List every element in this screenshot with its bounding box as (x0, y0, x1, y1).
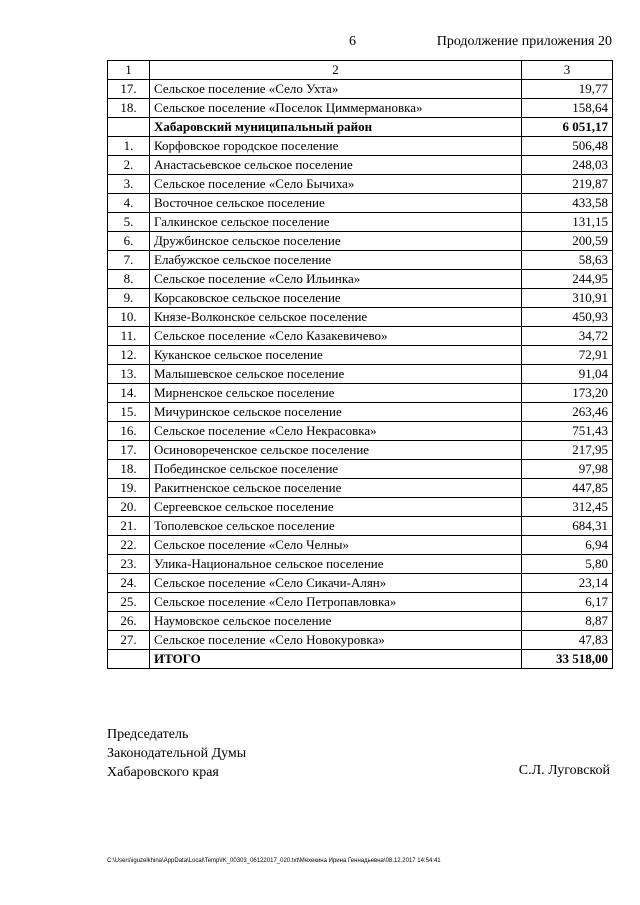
table-row (108, 536, 613, 555)
row-name: Ракитненское сельское поселение (150, 479, 522, 498)
col-header-value: 3 (522, 61, 613, 80)
table-row (108, 384, 613, 403)
continuation-label: Продолжение приложения 20 (436, 34, 612, 49)
row-value: 6 051,17 (522, 118, 613, 137)
row-number: 2. (108, 156, 150, 175)
row-number: 9. (108, 289, 150, 308)
row-number: 24. (108, 574, 150, 593)
page-number: 6 (349, 34, 356, 49)
row-name: Галкинское сельское поселение (150, 213, 522, 232)
row-name: Анастасьевское сельское поселение (150, 156, 522, 175)
row-number: 23. (108, 555, 150, 574)
row-name: Побединское сельское поселение (150, 460, 522, 479)
row-number: 27. (108, 631, 150, 650)
table-row (108, 517, 613, 536)
row-value: 6,17 (522, 593, 613, 612)
row-number: 16. (108, 422, 150, 441)
row-name: Улика-Национальное сельское поселение (150, 555, 522, 574)
file-path-footer: C:\Users\iguzelkhina\AppData\Local\Temp\IK_00303_06122017_020.txt\Мехекина Ирина Геннадьевна\08.12.2017 14:54:41 (107, 858, 441, 864)
col-header-name: 2 (150, 61, 522, 80)
row-name: Сельское поселение «Село Челны» (150, 536, 522, 555)
row-value: 23,14 (522, 574, 613, 593)
row-number: 17. (108, 441, 150, 460)
table-row (108, 574, 613, 593)
row-number: 19. (108, 479, 150, 498)
row-name: Сельское поселение «Село Казакевичево» (150, 327, 522, 346)
signature-line: Законодательной Думы (107, 746, 247, 761)
table-row (108, 327, 613, 346)
row-name: Хабаровский муниципальный район (150, 118, 522, 137)
row-number: 10. (108, 308, 150, 327)
row-number: 20. (108, 498, 150, 517)
row-value: 263,46 (522, 403, 613, 422)
row-name: Сельское поселение «Село Новокуровка» (150, 631, 522, 650)
table-row (108, 498, 613, 517)
col-header-number: 1 (108, 61, 150, 80)
table-row (108, 460, 613, 479)
row-name: Дружбинское сельское поселение (150, 232, 522, 251)
row-value: 91,04 (522, 365, 613, 384)
row-number: 21. (108, 517, 150, 536)
table-row (108, 403, 613, 422)
row-number: 13. (108, 365, 150, 384)
row-value: 58,63 (522, 251, 613, 270)
budget-table (107, 60, 613, 669)
row-number: 11. (108, 327, 150, 346)
row-value: 33 518,00 (522, 650, 613, 669)
table-row (108, 175, 613, 194)
row-number: 7. (108, 251, 150, 270)
row-name: Восточное сельское поселение (150, 194, 522, 213)
row-number: 5. (108, 213, 150, 232)
row-name: Малышевское сельское поселение (150, 365, 522, 384)
row-name: Наумовское сельское поселение (150, 612, 522, 631)
row-value: 72,91 (522, 346, 613, 365)
row-name: Сельское поселение «Село Бычиха» (150, 175, 522, 194)
row-name: Елабужское сельское поселение (150, 251, 522, 270)
row-value: 47,83 (522, 631, 613, 650)
table-row (108, 479, 613, 498)
table-row (108, 213, 613, 232)
row-number: 1. (108, 137, 150, 156)
row-number: 26. (108, 612, 150, 631)
table-row (108, 346, 613, 365)
row-value: 684,31 (522, 517, 613, 536)
row-number: 25. (108, 593, 150, 612)
row-value: 173,20 (522, 384, 613, 403)
row-number: 8. (108, 270, 150, 289)
row-value: 5,80 (522, 555, 613, 574)
row-name: Сельское поселение «Село Ухта» (150, 80, 522, 99)
table-row (108, 232, 613, 251)
row-number: 18. (108, 460, 150, 479)
table-row (108, 156, 613, 175)
signature-line: Хабаровского края (107, 765, 219, 780)
table-row (108, 593, 613, 612)
row-name: Корсаковское сельское поселение (150, 289, 522, 308)
table-row-total (108, 118, 613, 137)
table-row (108, 99, 613, 118)
row-value: 244,95 (522, 270, 613, 289)
page-header (0, 34, 640, 54)
signature-block (107, 725, 246, 782)
row-name: Осиновореченское сельское поселение (150, 441, 522, 460)
table-row (108, 137, 613, 156)
table-row (108, 270, 613, 289)
row-number: 18. (108, 99, 150, 118)
row-name: Сельское поселение «Село Петропавловка» (150, 593, 522, 612)
row-value: 217,95 (522, 441, 613, 460)
row-number: 15. (108, 403, 150, 422)
row-value: 158,64 (522, 99, 613, 118)
signature-line: Председатель (107, 727, 189, 742)
table-row (108, 365, 613, 384)
row-number: 22. (108, 536, 150, 555)
row-number: 6. (108, 232, 150, 251)
table-row (108, 441, 613, 460)
row-value: 751,43 (522, 422, 613, 441)
table-row (108, 612, 613, 631)
row-name: Сергеевское сельское поселение (150, 498, 522, 517)
table-row-total (108, 650, 613, 669)
table-row (108, 194, 613, 213)
row-name: Сельское поселение «Село Сикачи-Алян» (150, 574, 522, 593)
row-number (108, 650, 150, 669)
row-value: 312,45 (522, 498, 613, 517)
row-name: Корфовское городское поселение (150, 137, 522, 156)
header-row (108, 61, 613, 80)
row-name: Сельское поселение «Село Некрасовка» (150, 422, 522, 441)
row-name: Сельское поселение «Поселок Циммермановка» (150, 99, 522, 118)
row-number: 17. (108, 80, 150, 99)
table-row (108, 289, 613, 308)
row-number: 4. (108, 194, 150, 213)
row-name: Князе-Волконское сельское поселение (150, 308, 522, 327)
row-number: 3. (108, 175, 150, 194)
signatory-name: С.Л. Луговской (518, 763, 610, 778)
row-name: Мичуринское сельское поселение (150, 403, 522, 422)
row-number: 14. (108, 384, 150, 403)
row-value: 310,91 (522, 289, 613, 308)
table-row (108, 80, 613, 99)
row-value: 433,58 (522, 194, 613, 213)
row-value: 6,94 (522, 536, 613, 555)
row-value: 19,77 (522, 80, 613, 99)
row-value: 8,87 (522, 612, 613, 631)
table-row (108, 251, 613, 270)
row-name: ИТОГО (150, 650, 522, 669)
row-value: 97,98 (522, 460, 613, 479)
row-name: Мирненское сельское поселение (150, 384, 522, 403)
row-value: 200,59 (522, 232, 613, 251)
table-row (108, 308, 613, 327)
row-name: Сельское поселение «Село Ильинка» (150, 270, 522, 289)
row-value: 219,87 (522, 175, 613, 194)
row-value: 131,15 (522, 213, 613, 232)
table-row (108, 555, 613, 574)
row-value: 34,72 (522, 327, 613, 346)
row-value: 447,85 (522, 479, 613, 498)
row-name: Тополевское сельское поселение (150, 517, 522, 536)
row-value: 506,48 (522, 137, 613, 156)
row-value: 248,03 (522, 156, 613, 175)
row-number: 12. (108, 346, 150, 365)
row-name: Куканское сельское поселение (150, 346, 522, 365)
table-row (108, 422, 613, 441)
table-row (108, 631, 613, 650)
row-value: 450,93 (522, 308, 613, 327)
row-number (108, 118, 150, 137)
